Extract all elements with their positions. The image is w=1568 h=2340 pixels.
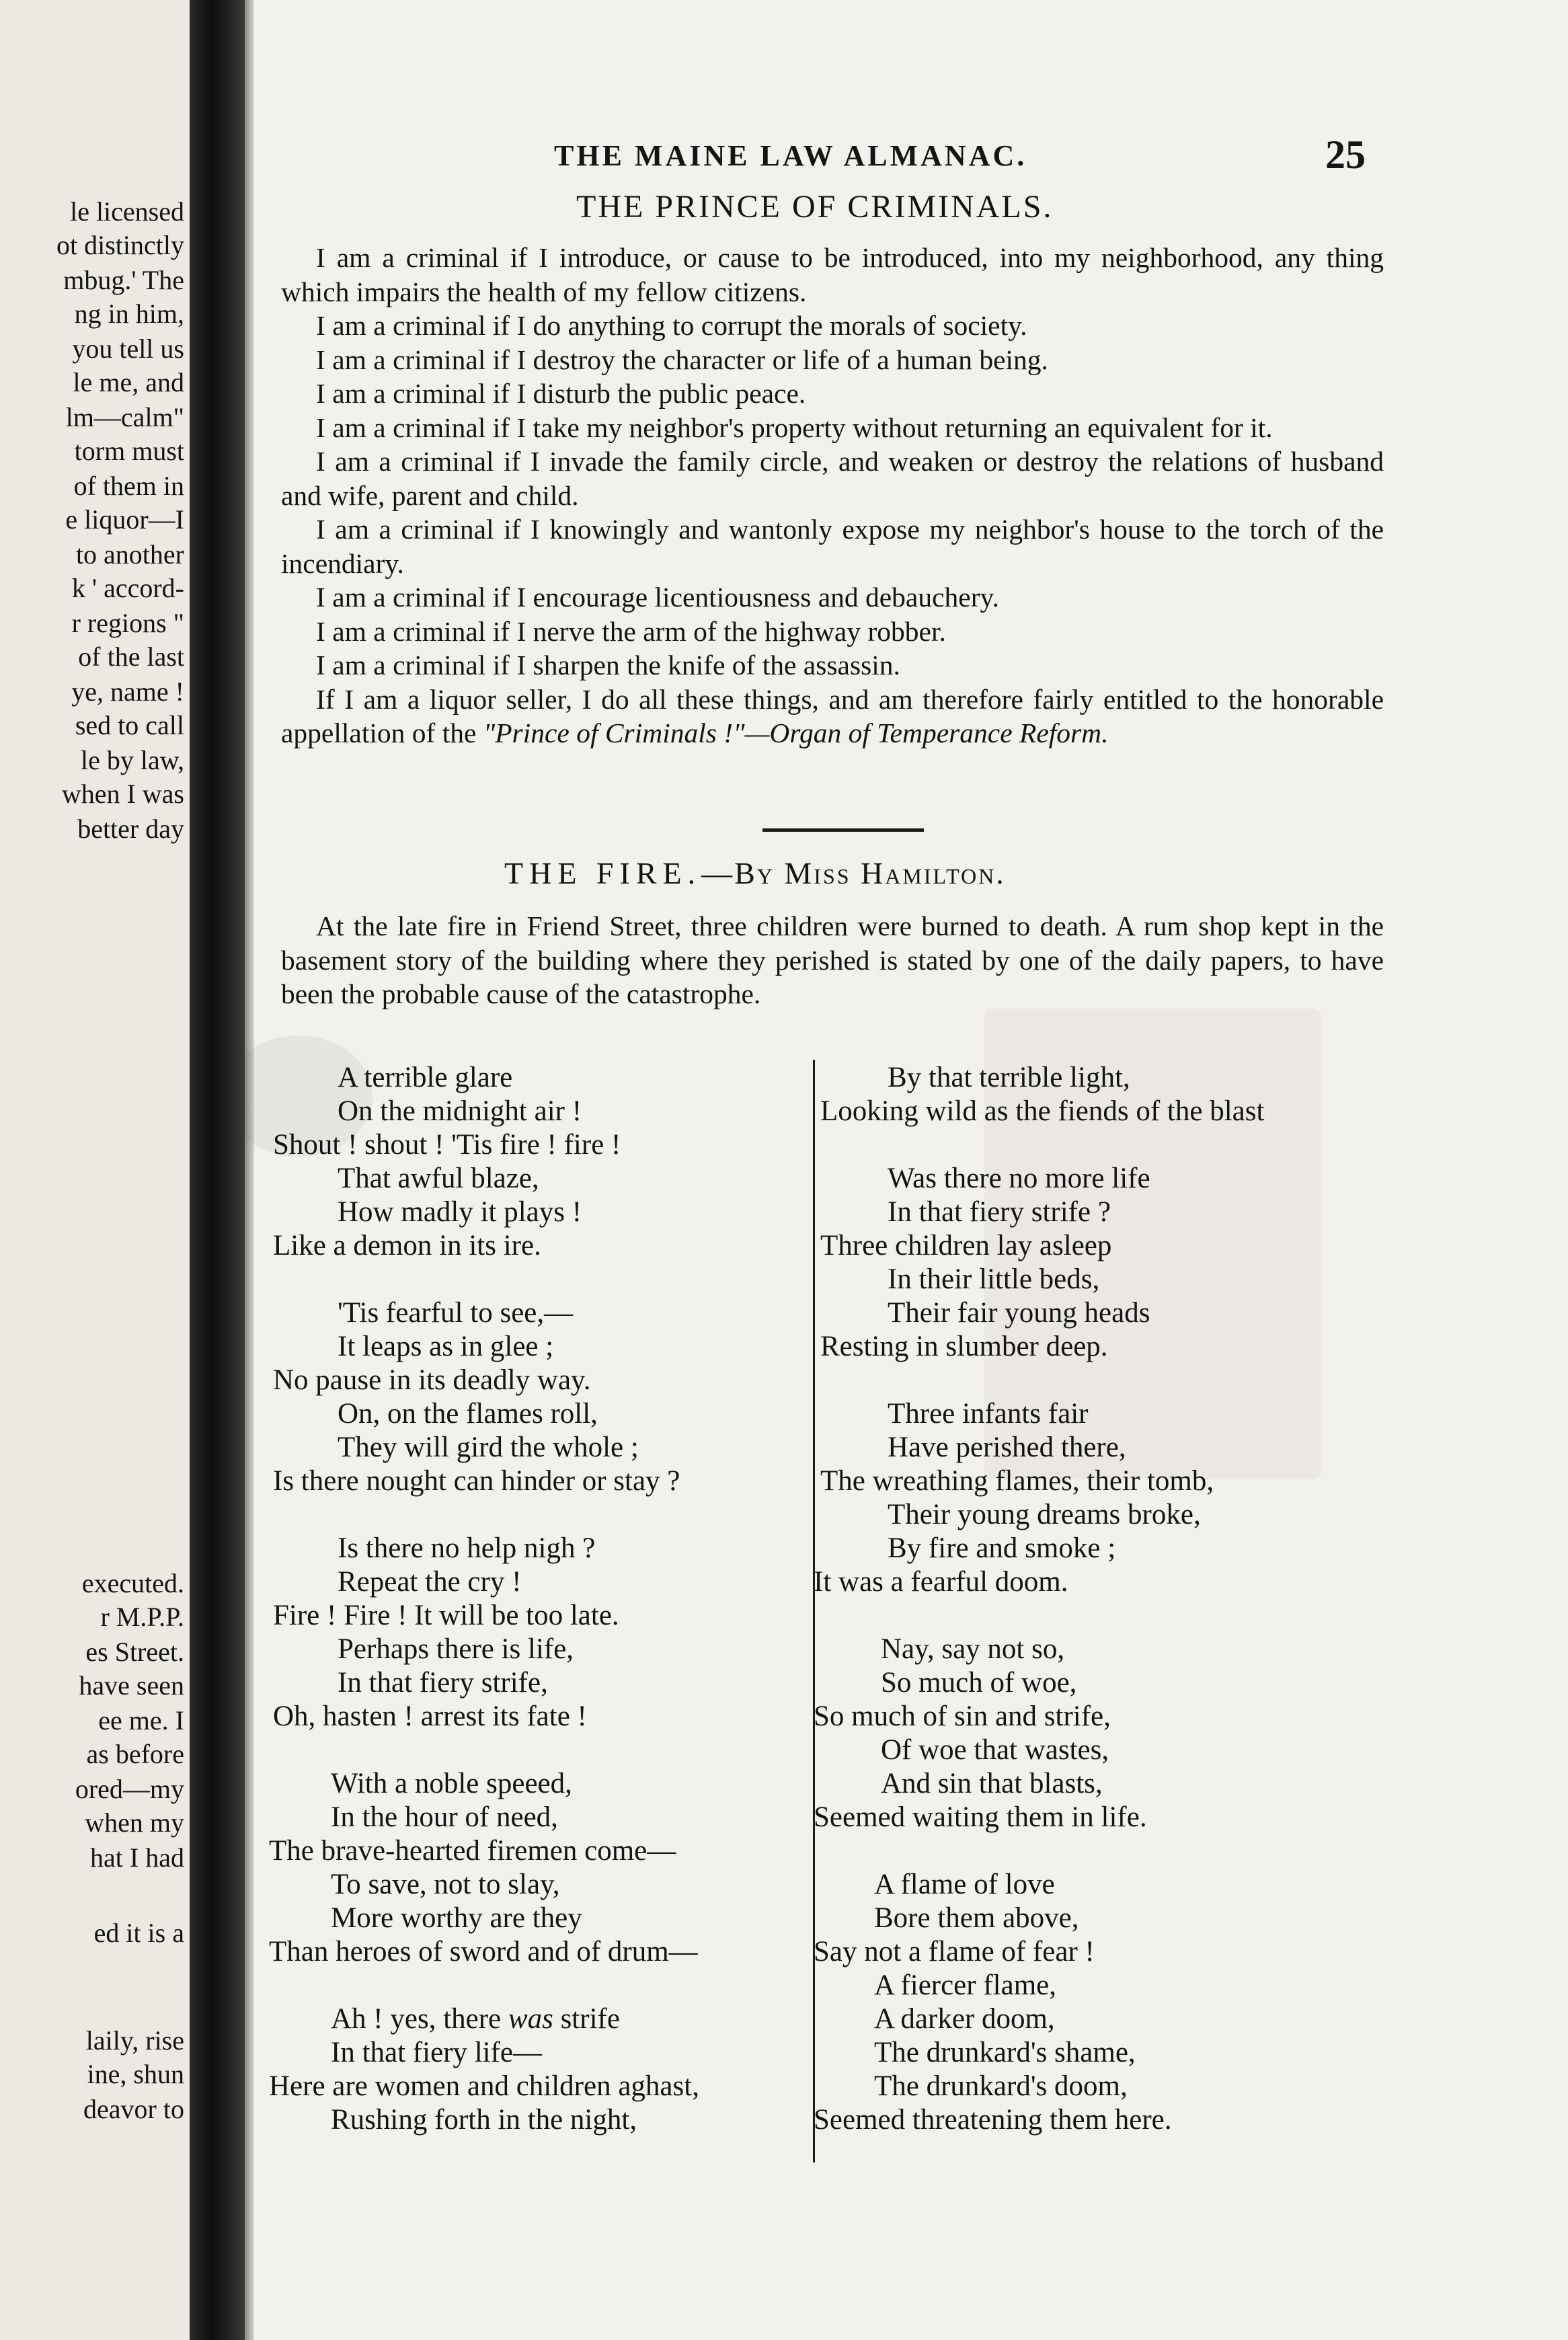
left-page-line: deavor to [83, 2094, 184, 2124]
running-head: THE MAINE LAW ALMANAC. [554, 139, 1027, 172]
poem-line: By that terrible light, [888, 1062, 1130, 1093]
left-page-line: you tell us [72, 334, 184, 364]
poem-line: To save, not to slay, [331, 1869, 560, 1900]
poem-line [331, 2002, 620, 2036]
poem-title [504, 855, 1006, 891]
poem-line: Than heroes of sword and of drum— [269, 1936, 698, 1967]
poem-line: The brave-hearted firemen come— [269, 1835, 676, 1867]
left-page-line: sed to call [75, 710, 184, 740]
paragraph: I am a criminal if I encourage licentiousness and debauchery. [316, 582, 999, 613]
left-page-line: r regions " [71, 608, 184, 638]
poem-line: Here are women and children aghast, [269, 2070, 699, 2102]
poem-line: Three infants fair [888, 1398, 1089, 1430]
left-page-line: torm must [74, 436, 184, 466]
paragraph: I am a criminal if I destroy the character or life of a human being. [316, 344, 1048, 375]
poem-line: A darker doom, [874, 2003, 1055, 2035]
poem-line: Resting in slumber deep. [820, 1331, 1108, 1362]
poem-line: Seemed threatening them here. [814, 2104, 1172, 2136]
poem-line: And sin that blasts, [881, 1768, 1103, 1799]
left-page-line: as before [86, 1739, 184, 1769]
left-page-line: le me, and [73, 367, 184, 397]
poem-line: By fire and smoke ; [888, 1532, 1116, 1564]
left-page-line: lm—calm" [65, 402, 184, 432]
left-page-line: better day [77, 814, 184, 844]
paragraph: I am a criminal if I disturb the public peace. [316, 378, 806, 409]
paragraph: I am a criminal if I do anything to corrupt the morals of society. [316, 310, 1027, 341]
poem-line: With a noble speeed, [331, 1768, 572, 1799]
closing-quote: "Prince of Criminals !" [483, 717, 745, 748]
poem-line: Looking wild as the fiends of the blast [820, 1095, 1265, 1127]
left-page-line: e liquor—I [65, 504, 184, 535]
poem-line: It leaps as in glee ; [338, 1331, 554, 1362]
poem-line: In that fiery strife, [338, 1667, 548, 1699]
article-title: THE PRINCE OF CRIMINALS. [576, 189, 1054, 225]
paragraph: I am a criminal if I nerve the arm of the highway robber. [316, 615, 946, 647]
closing-source: —Organ of Temperance Reform. [744, 717, 1109, 748]
poem-line: The drunkard's shame, [874, 2037, 1136, 2068]
poem-line: In that fiery life— [331, 2037, 543, 2068]
book-gutter [190, 0, 245, 2340]
left-page-line: ed it is a [93, 1918, 184, 1948]
poem-line: Of woe that wastes, [881, 1734, 1109, 1766]
left-page-line: to another [75, 539, 184, 570]
poem-line: Fire ! Fire ! It will be too late. [273, 1600, 619, 1631]
left-page-line: le by law, [80, 745, 184, 775]
poem-intro: At the late fire in Friend Street, three children were burned to death. A rum shop kept in the basement story of the building where they perished is stated by one of the daily papers, to have been the probable cause of the catastrophe. [281, 910, 1384, 1009]
left-page-line: ot distinctly [56, 230, 184, 260]
main-page [245, 0, 1568, 2340]
left-page-line: of them in [73, 471, 184, 501]
poem-line: How madly it plays ! [338, 1196, 582, 1228]
section-divider [762, 828, 924, 832]
left-page-line: k ' accord- [71, 573, 184, 603]
poem-line: Nay, say not so, [881, 1633, 1065, 1665]
left-page-line: ored—my [75, 1774, 184, 1804]
poem-line: So much of sin and strife, [814, 1701, 1111, 1732]
poem-line: 'Tis fearful to see,— [338, 1297, 574, 1329]
paragraph: I am a criminal if I introduce, or cause to be introduced, into my neighborhood, any thing which impairs the health of my fellow citizens. [281, 242, 1384, 307]
poem-line: A flame of love [874, 1869, 1055, 1900]
poem-line: A fiercer flame, [874, 1970, 1056, 2001]
poem-line: So much of woe, [881, 1667, 1077, 1699]
poem-line: Perhaps there is life, [338, 1633, 574, 1665]
prince-body [281, 241, 1384, 750]
poem-line-part: Ah ! yes, there [331, 2003, 508, 2035]
left-page-line: mbug.' The [63, 265, 184, 295]
left-page-line: hat I had [90, 1842, 184, 1873]
left-page-line: laily, rise [85, 2025, 184, 2056]
poem-line: In their little beds, [888, 1263, 1100, 1295]
page-number: 25 [1325, 132, 1366, 177]
paragraph: I am a criminal if I sharpen the knife of the assassin. [316, 650, 900, 680]
paragraph: I am a criminal if I take my neighbor's property without returning an equivalent for it. [316, 412, 1273, 443]
poem-line: Their fair young heads [888, 1297, 1150, 1329]
left-page-line: le licensed [70, 196, 184, 227]
poem-emphasis: was [508, 2003, 553, 2035]
poem-line: Is there nought can hinder or stay ? [273, 1465, 680, 1497]
poem-line: Rushing forth in the night, [331, 2104, 637, 2136]
poem-line: Seemed waiting them in life. [814, 1801, 1147, 1833]
poem-author: —By Miss Hamilton. [701, 856, 1006, 890]
left-page-line: executed. [81, 1568, 184, 1598]
poem-line: A terrible glare [338, 1062, 513, 1093]
poem-line: That awful blaze, [338, 1163, 539, 1194]
poem-line: Their young dreams broke, [888, 1499, 1201, 1530]
poem-line: Oh, hasten ! arrest its fate ! [273, 1701, 587, 1732]
left-page-line: ng in him, [74, 299, 184, 329]
left-page-line: ye, name ! [71, 676, 184, 707]
poem-line: Shout ! shout ! 'Tis fire ! fire ! [273, 1129, 621, 1161]
poem-title-text: THE FIRE. [504, 856, 702, 890]
column-divider [813, 1060, 815, 2162]
poem-line: Bore them above, [874, 1902, 1079, 1934]
left-page-line: es Street. [85, 1637, 184, 1667]
page-edge [245, 0, 254, 2340]
paragraph: I am a criminal if I knowingly and wantonly expose my neighbor's house to the torch of the incendiary. [281, 514, 1384, 579]
poem-line: In the hour of need, [331, 1801, 558, 1833]
left-page-line: of the last [78, 641, 184, 672]
poem-line: No pause in its deadly way. [273, 1364, 591, 1396]
left-facing-page [0, 0, 190, 2340]
poem-line: Like a demon in its ire. [273, 1230, 541, 1261]
left-page-line: when my [85, 1807, 184, 1838]
poem-line: In that fiery strife ? [888, 1196, 1111, 1228]
poem-line: Say not a flame of fear ! [814, 1936, 1095, 1967]
poem-line: The drunkard's doom, [874, 2070, 1128, 2102]
closing-paragraph: If I am a liquor seller, I do all these things, and am therefore fairly entitled to the honorable appellation of the "Prince of Criminals !"—Organ of Temperance Reform. [281, 683, 1384, 748]
poem-line: Three children lay asleep [820, 1230, 1112, 1261]
poem-line: Is there no help nigh ? [338, 1532, 596, 1564]
left-page-line: ee me. I [98, 1705, 184, 1736]
poem-line: On the midnight air ! [338, 1095, 582, 1127]
poem-line-part: strife [553, 2003, 620, 2035]
left-page-line: ine, shun [87, 2059, 184, 2089]
poem-line: On, on the flames roll, [338, 1398, 598, 1430]
paragraph: I am a criminal if I invade the family circle, and weaken or destroy the relations of husband and wife, parent and child. [281, 446, 1384, 511]
poem-line: Repeat the cry ! [338, 1566, 522, 1598]
poem-line: The wreathing flames, their tomb, [820, 1465, 1214, 1497]
left-page-line: r M.P.P. [100, 1602, 184, 1632]
poem-line: They will gird the whole ; [338, 1432, 639, 1463]
poem-line: Was there no more life [888, 1163, 1150, 1194]
left-page-line: have seen [79, 1670, 184, 1701]
poem-line: More worthy are they [331, 1902, 582, 1934]
poem-line: Have perished there, [888, 1432, 1126, 1463]
poem-line: It was a fearful doom. [814, 1566, 1068, 1598]
left-page-line: when I was [61, 779, 184, 809]
